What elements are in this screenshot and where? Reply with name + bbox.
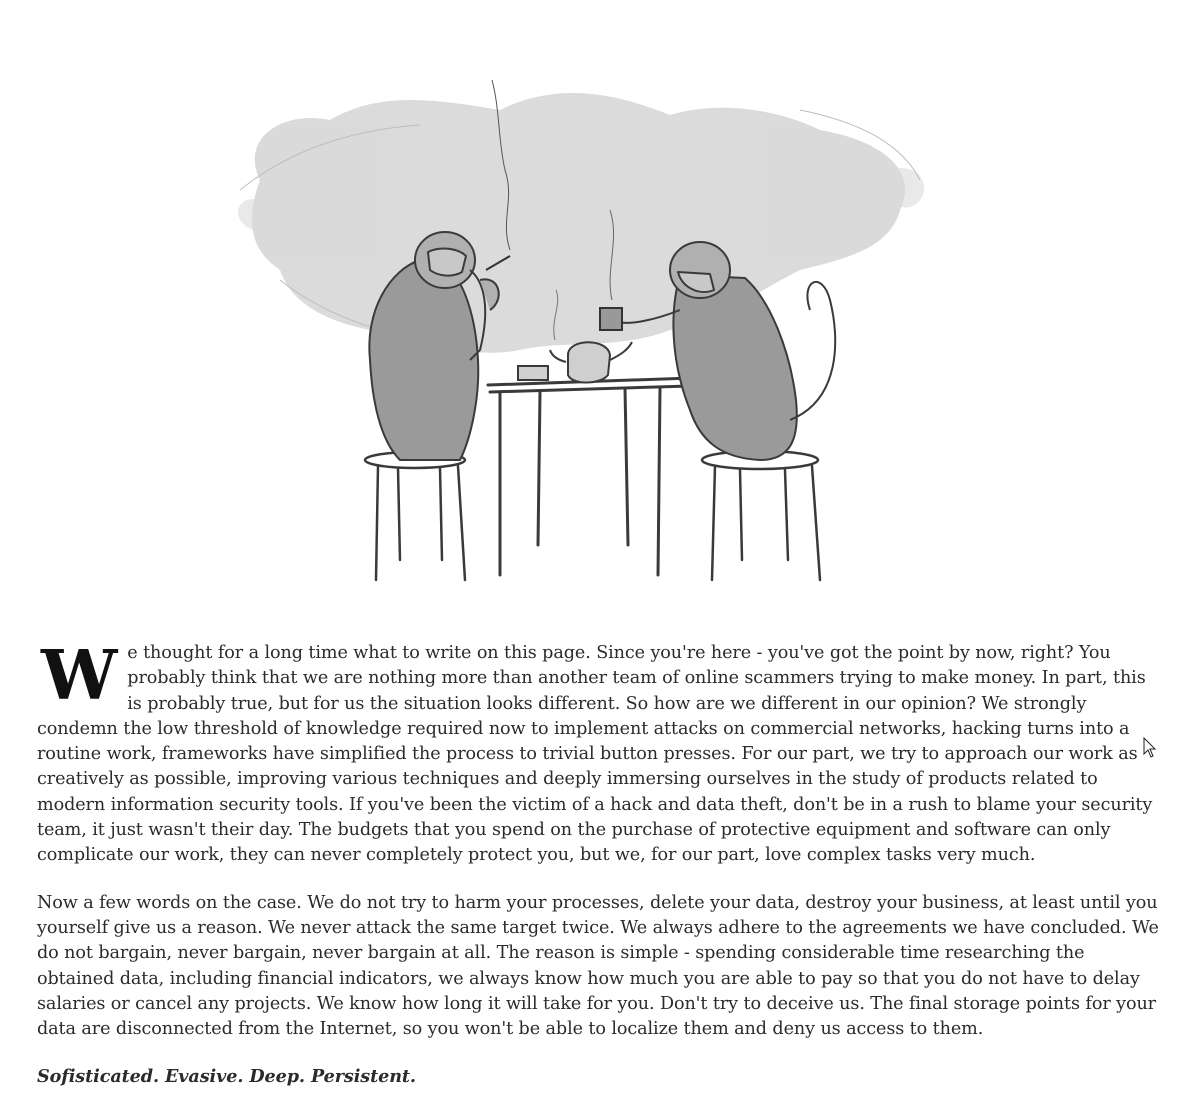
tagline: Sofisticated. Evasive. Deep. Persistent. <box>37 1066 416 1088</box>
two-monkeys-tea-icon <box>200 20 940 610</box>
mouse-cursor-icon <box>1143 737 1157 759</box>
article-body <box>37 636 1159 1112</box>
intro-paragraph-text: e thought for a long time what to write on this page. Since you're here - you've got the point by now, right? You probably think that we are nothing more than another team of online scammers trying to make money. In part, this is probably true, but for us the situation looks different. So how are we different in our opinion? We strongly condemn the low threshold of knowledge required now to implement attacks on commercial networks, hacking turns into a routine work, frameworks have simplified the process to trivial button presses. For our part, we try to approach our work as creatively as possible, improving various techniques and deeply immersing ourselves in the study of products related to modern information security tools. If you've been the victim of a hack and data theft, don't be in a rush to blame your security team, it just wasn't their day. The budgets that you spend on the purchase of protective equipment and software can only complicate our work, they can never completely protect you, but we, for our part, love complex tasks very much. <box>37 643 1153 866</box>
monkeys-illustration <box>200 20 940 610</box>
dropcap-letter: W <box>41 636 118 716</box>
intro-paragraph <box>37 636 1159 869</box>
case-paragraph: Now a few words on the case. We do not try to harm your processes, delete your data, destroy your business, at least until you yourself give us a reason. We never attack the same target twice. We always adhere to the agreements we have concluded. We do not bargain, never bargain, never bargain at all. The reason is simple - spending considerable time researching the obtained data, including financial indicators, we always know how much you are able to pay so that you do not have to delay salaries or cancel any projects. We know how long it will take for you. Don't try to deceive us. The final storage points for your data are disconnected from the Internet, so you won't be able to localize them and deny us access to them. <box>37 892 1159 1040</box>
